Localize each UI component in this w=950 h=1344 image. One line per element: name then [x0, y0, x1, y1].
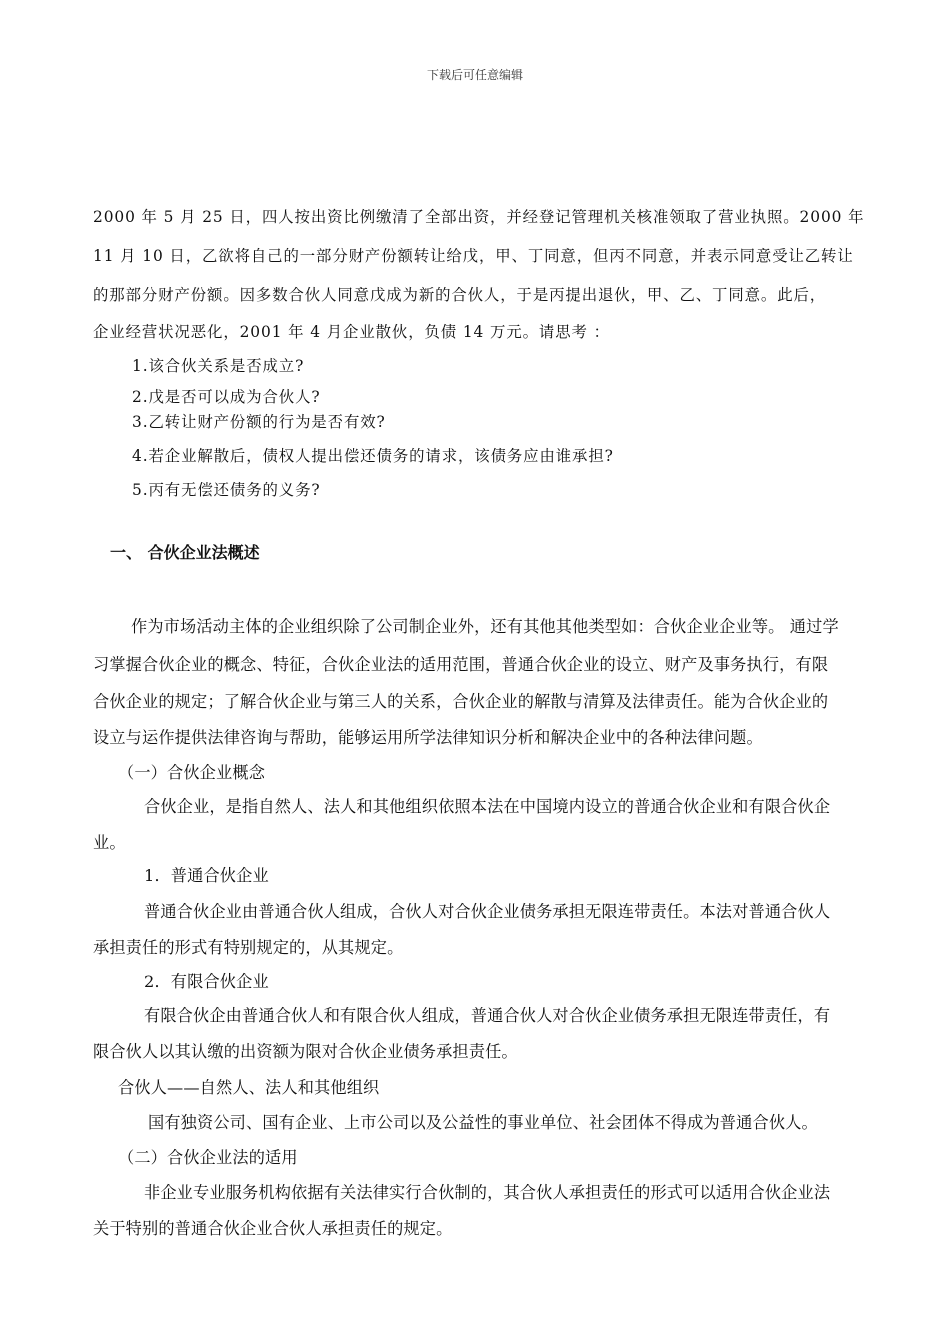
section-heading: 一、 合伙企业法概述	[110, 543, 260, 562]
case-line-1: 2000 年 5 月 25 日，四人按出资比例缴清了全部出资，并经登记管理机关核准领取了营业执照。2000 年	[93, 208, 865, 226]
subsection-2-title: （二）合伙企业法的适用	[118, 1148, 298, 1167]
intro-line-3: 合伙企业的规定；了解合伙企业与第三人的关系，合伙企业的解散与清算及法律责任。能为合伙企业的	[93, 692, 829, 711]
item-2-line-1: 有限合伙企由普通合伙人和有限合伙人组成，普通合伙人对合伙企业债务承担无限连带责任，有	[144, 1006, 831, 1025]
question-4: 4.若企业解散后，债权人提出偿还债务的请求，该债务应由谁承担?	[132, 447, 614, 465]
question-5: 5.丙有无偿还债务的义务?	[132, 481, 321, 499]
restriction-line: 国有独资公司、国有企业、上市公司以及公益性的事业单位、社会团体不得成为普通合伙人。	[148, 1113, 818, 1132]
question-2: 2.戊是否可以成为合伙人?	[132, 388, 321, 406]
item-1-title: 1．普通合伙企业	[144, 866, 269, 885]
case-line-4: 企业经营状况恶化，2001 年 4 月企业散伙，负债 14 万元。请思考 ：	[93, 323, 610, 341]
page-header-note: 下载后可任意编辑	[426, 68, 523, 82]
definition-line-2: 业。	[93, 833, 126, 852]
intro-line-1: 作为市场活动主体的企业组织除了公司制企业外，还有其他其他类型如：合伙企业企业等。 通过学	[131, 617, 839, 636]
question-3: 3.乙转让财产份额的行为是否有效?	[132, 413, 386, 431]
item-1-line-2: 承担责任的形式有特别规定的，从其规定。	[93, 938, 404, 957]
case-line-3: 的那部分财产份额。因多数合伙人同意戊成为新的合伙人，于是丙提出退伙，甲、乙、丁同意。此后，	[93, 286, 827, 304]
item-2-line-2: 限合伙人以其认缴的出资额为限对合伙企业债务承担责任。	[93, 1042, 518, 1061]
intro-line-4: 设立与运作提供法律咨询与帮助，能够运用所学法律知识分析和解决企业中的各种法律问题。	[93, 728, 763, 747]
applicability-line-1: 非企业专业服务机构依据有关法律实行合伙制的，其合伙人承担责任的形式可以适用合伙企业法	[144, 1183, 831, 1202]
item-2-title: 2．有限合伙企业	[144, 972, 269, 991]
case-line-2: 11 月 10 日，乙欲将自己的一部分财产份额转让给戊，甲、丁同意，但丙不同意，并表示同意受让乙转让	[93, 247, 854, 265]
question-1: 1.该合伙关系是否成立?	[132, 357, 305, 375]
definition-line-1: 合伙企业，是指自然人、法人和其他组织依照本法在中国境内设立的普通合伙企业和有限合伙企	[144, 797, 831, 816]
applicability-line-2: 关于特别的普通合伙企业合伙人承担责任的规定。	[93, 1219, 453, 1238]
intro-line-2: 习掌握合伙企业的概念、特征，合伙企业法的适用范围，普通合伙企业的设立、财产及事务执行，有限	[93, 655, 829, 674]
partner-line: 合伙人——自然人、法人和其他组织	[118, 1078, 380, 1097]
item-1-line-1: 普通合伙企业由普通合伙人组成，合伙人对合伙企业债务承担无限连带责任。本法对普通合伙人	[144, 902, 831, 921]
subsection-1-title: （一）合伙企业概念	[118, 763, 266, 782]
